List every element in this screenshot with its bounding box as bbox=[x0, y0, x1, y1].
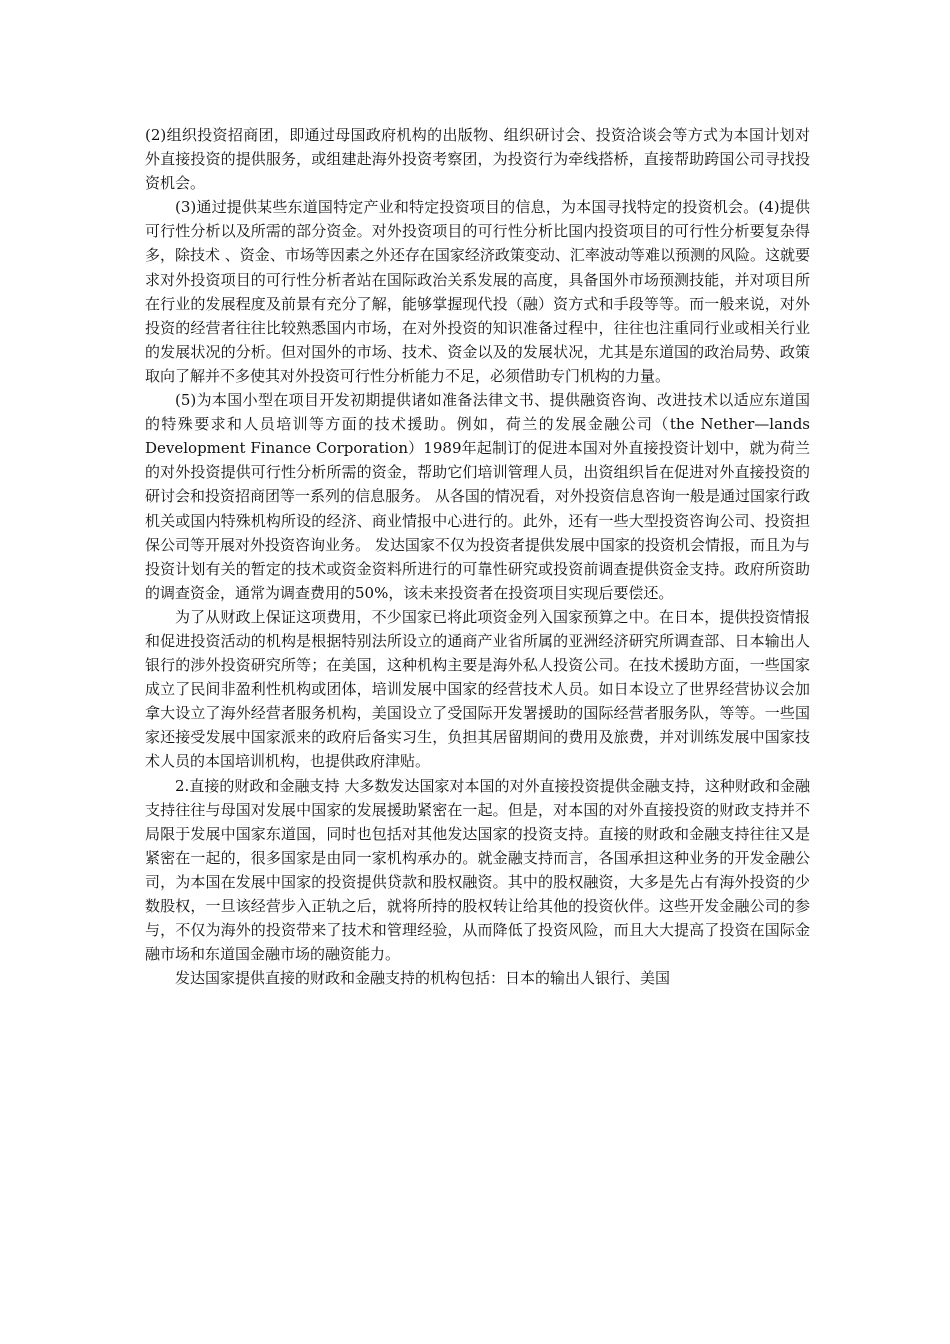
paragraph-support-institutions: 发达国家提供直接的财政和金融支持的机构包括：日本的输出人银行、美国 bbox=[175, 969, 671, 988]
paragraph-financial-support: 2.直接的财政和金融支持 大多数发达国家对本国的对外直接投资提供金融支持，这种财政和金融支持往往与母国对发展中国家的发展援助紧密在一起。但是，对本国的对外直接投资的财政支持并不局限于发展中国家东道国，同时也包括对其他发达国家的投资支持。直接的财政和金融支持往往又是紧密在一起的，很多国家是由同一家机构承办的。就金融支持而言，各国承担这种业务的开发金融公司，为本国在发展中国家的投资提供贷款和股权融资。其中的股权融资，大多是先占有海外投资的少数股权，一旦该经营步入正轨之后，就将所持的股权转让给其他的投资伙伴。这些开发金融公司的参与，不仅为海外的投资带来了技术和管理经验，从而降低了投资风险，而且大大提高了投资在国际金融市场和东道国金融市场的融资能力。 bbox=[145, 776, 810, 964]
document-body bbox=[145, 123, 810, 990]
paragraph-technical-assistance: (5)为本国小型在项目开发初期提供诸如准备法律文书、提供融资咨询、改进技术以适应东道国的特殊要求和人员培训等方面的技术援助。例如，荷兰的发展金融公司（the Nether—lands Development Finance Corporation）1989年起制订的促进本国对外直接投资计划中，就为荷兰的对外投资提供可行性分析所需的资金，帮助它们培训管理人员，出资组织旨在促进对外直接投资的研讨会和投资招商团等一系列的信息服务。 从各国的情况看，对外投资信息咨询一般是通过国家行政机关或国内特殊机构所设的经济、商业情报中心进行的。此外，还有一些大型投资咨询公司、投资担保公司等开展对外投资咨询业务。 发达国家不仅为投资者提供发展中国家的投资机会情报，而且为与投资计划有关的暂定的技术或资金资料所进行的可靠性研究或投资前调查提供资金支持。政府所资助的调查资金，通常为调查费用的50%，该未来投资者在投资项目实现后要偿还。 bbox=[145, 391, 810, 602]
paragraph-feasibility-analysis: (3)通过提供某些东道国特定产业和特定投资项目的信息，为本国寻找特定的投资机会。(4)提供可行性分析以及所需的部分资金。对外投资项目的可行性分析比国内投资项目的可行性分析要复杂得多，除技术 、资金、市场等因素之外还存在国家经济政策变动、汇率波动等难以预测的风险。这就要求对外投资项目的可行性分析者站在国际政治关系发展的高度，具备国外市场预测技能，并对项目所在行业的发展程度及前景有充分了解，能够掌握现代投（融）资方式和手段等等。而一般来说，对外投资的经营者往往比较熟悉国内市场，在对外投资的知识准备过程中，往往也注重同行业或相关行业的发展状况的分析。但对国外的市场、技术、资金以及的发展状况，尤其是东道国的政治局势、政策取向了解并不多使其对外投资可行性分析能力不足，必须借助专门机构的力量。 bbox=[145, 198, 810, 385]
paragraph-budget-funding: 为了从财政上保证这项费用，不少国家已将此项资金列入国家预算之中。在日本，提供投资情报和促进投资活动的机构是根据特别法所设立的通商产业省所属的亚洲经济研究所调查部、日本输出人银行的涉外投资研究所等；在美国，这种机构主要是海外私人投资公司。在技术援助方面，一些国家成立了民间非盈利性机构或团体，培训发展中国家的经营技术人员。如日本设立了世界经营协议会加拿大设立了海外经营者服务机构，美国设立了受国际开发署援助的国际经营者服务队，等等。一些国家还接受发展中国家派来的政府后备实习生，负担其居留期间的费用及旅费，并对训练发展中国家技术人员的本国培训机构，也提供政府津贴。 bbox=[145, 607, 810, 771]
paragraph-investment-delegation: (2)组织投资招商团，即通过母国政府机构的出版物、组织研讨会、投资洽谈会等方式为本国计划对外直接投资的提供服务，或组建赴海外投资考察团，为投资行为牵线搭桥，直接帮助跨国公司寻找投资机会。 bbox=[145, 126, 810, 193]
